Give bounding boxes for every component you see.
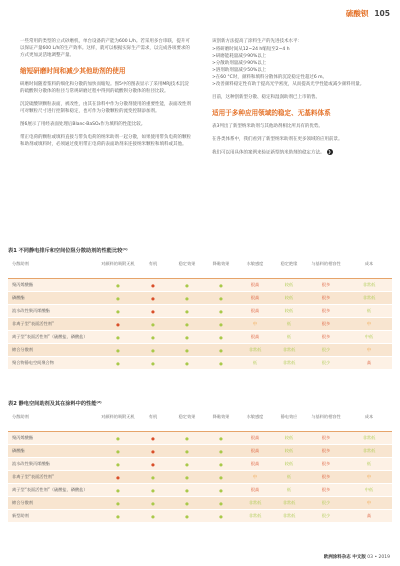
rating-dot-icon: ● xyxy=(170,497,204,510)
rating-dot-icon: ● xyxy=(204,510,238,523)
table-cell: 很少 xyxy=(306,497,346,510)
table-row xyxy=(8,510,392,523)
column-header: 稳定效果 xyxy=(170,259,204,279)
column-header: 成本 xyxy=(346,412,392,432)
rating-dot-icon: ● xyxy=(136,331,170,344)
rating-dot-icon: ● xyxy=(100,305,136,318)
table-cell: 高 xyxy=(346,357,392,370)
table-cell: 低 xyxy=(272,484,306,497)
rating-dot-icon: ● xyxy=(170,432,204,445)
row-label: 新型助剂 xyxy=(8,510,100,523)
rating-dot-icon: ● xyxy=(136,305,170,318)
column-header: 分散助剂 xyxy=(8,259,100,279)
column-header: 稳定绝缘 xyxy=(272,259,306,279)
row-label: 非离子型“表面活性剂” xyxy=(8,471,100,484)
rating-dot-icon: ● xyxy=(170,344,204,357)
column-header: 水敏感度 xyxy=(238,259,272,279)
table-row xyxy=(8,471,392,484)
table-cell: 非常低 xyxy=(346,445,392,458)
table-cell: 非常低 xyxy=(346,292,392,305)
list-item: >研磨能耗量减少90%以上 xyxy=(212,54,267,59)
table-cell: 低 xyxy=(272,471,306,484)
table-cell: 低 xyxy=(272,318,306,331)
rating-dot-icon: ● xyxy=(204,458,238,471)
table-cell: 中 xyxy=(346,497,392,510)
left-intro: 一些常用的类型的立式砂磨机，单台设备的产能为600 L/h。若采用多台串联，提升可以保证产量600 L/h的生产效率。这样，就可以根据实际生产需求，以完成各项要求的方式更加灵活地调整产量。 xyxy=(20,39,190,58)
right-paragraph-3 xyxy=(212,149,384,157)
table-cell: 低 xyxy=(238,357,272,370)
rating-dot-icon: ● xyxy=(100,458,136,471)
footer-brand: 欧洲涂料杂志 中文版 xyxy=(323,555,366,560)
table1-body xyxy=(8,279,392,370)
table-cell: 很高 xyxy=(238,292,272,305)
continue-arrow-icon: ❯ xyxy=(327,149,332,154)
right-paragraph-2: 在各类体系中，我们看到了新型纳米助剂在更多领域的应用前景。 xyxy=(212,137,343,142)
column-header: 对颜料的吸附无机 xyxy=(100,259,136,279)
table-row xyxy=(8,432,392,445)
table-cell: 较低 xyxy=(272,458,306,471)
table-cell: 低 xyxy=(272,331,306,344)
table-row xyxy=(8,292,392,305)
table-row xyxy=(8,445,392,458)
table2-body xyxy=(8,432,392,523)
list-item: >改善颜料稳定性有助于提高光学密度，从而提高光学性能或减少颜料用量。 xyxy=(212,82,365,87)
rating-dot-icon: ● xyxy=(100,357,136,370)
table-cell: 中 xyxy=(346,318,392,331)
column-header: 静电效应 xyxy=(272,412,306,432)
row-label: 流水改性聚丙烯酸酯 xyxy=(8,458,100,471)
rating-dot-icon: ● xyxy=(100,432,136,445)
table-row xyxy=(8,279,392,292)
table-cell: 很高 xyxy=(238,305,272,318)
table-cell: 非常低 xyxy=(238,510,272,523)
right-summary: 目前，这种创新型分散、稳定和湿润助剂已上市销售。 xyxy=(212,95,320,100)
header-keyword: 硫酸钡 xyxy=(345,8,369,18)
table-row xyxy=(8,458,392,471)
rating-dot-icon: ● xyxy=(170,318,204,331)
table-row xyxy=(8,318,392,331)
row-label: 缔合分散剂 xyxy=(8,497,100,510)
right-column xyxy=(212,38,384,163)
rating-dot-icon: ● xyxy=(204,445,238,458)
section-title-1: 缩短研磨时间和减少其他助剂的使用 xyxy=(20,67,126,75)
rating-dot-icon: ● xyxy=(100,279,136,292)
table-cell: 很少 xyxy=(306,357,346,370)
rating-dot-icon: ● xyxy=(136,445,170,458)
rating-dot-icon: ● xyxy=(170,458,204,471)
table-cell: 很高 xyxy=(238,445,272,458)
row-label: 流水改性聚丙烯酸酯 xyxy=(8,305,100,318)
page-footer xyxy=(324,554,390,560)
table-cell: 非常低 xyxy=(346,279,392,292)
row-label: 聚丙烯酸酯 xyxy=(8,279,100,292)
table-cell: 很多 xyxy=(306,445,346,458)
rating-dot-icon: ● xyxy=(204,305,238,318)
rating-dot-icon: ● xyxy=(100,484,136,497)
rating-dot-icon: ● xyxy=(170,331,204,344)
rating-dot-icon: ● xyxy=(100,471,136,484)
table-cell: 非常低 xyxy=(272,497,306,510)
column-header: 有机 xyxy=(136,259,170,279)
table-cell: 较低 xyxy=(272,305,306,318)
rating-dot-icon: ● xyxy=(170,484,204,497)
table-cell: 非常低 xyxy=(272,357,306,370)
left-paragraph-4: 带正电荷的颗粒或填料直接与带负电荷的纳米助剂一起分散，如果使用带负电荷的颗粒和助剂或填料时，必须通过使用带正电荷的表面助剂来连接纳米颗粒和填料或其他。 xyxy=(20,135,191,147)
rating-dot-icon: ● xyxy=(136,510,170,523)
rating-dot-icon: ● xyxy=(136,471,170,484)
rating-dot-icon: ● xyxy=(100,510,136,523)
table-row xyxy=(8,357,392,370)
table-cell: 很少 xyxy=(306,344,346,357)
rating-dot-icon: ● xyxy=(204,331,238,344)
table-cell: 很多 xyxy=(306,471,346,484)
column-header: 与基料的相容性 xyxy=(306,412,346,432)
table-cell: 低 xyxy=(346,305,392,318)
table-cell: 高 xyxy=(346,510,392,523)
left-paragraph-1: 研磨时间随着浆料的细化和分散的加快而缩短。图5中的图表显示了采用MRJ技术沉淀的硫酸钡分散体的粒径与常规研磨过程中得到的硫酸钡分散体的粒径比较。 xyxy=(20,82,189,94)
rating-dot-icon: ● xyxy=(204,497,238,510)
left-paragraph-2: 沉淀硫酸钡颗粒表面，被改性，由其在涂料中作为分散剂使用的重要性能，表面改性剂可对颗粒尺寸进行控制和稳定，也可作为分散颗粒的流变控制添加剂。 xyxy=(20,102,191,114)
column-header: 降黏效果 xyxy=(204,259,238,279)
page-number: 105 xyxy=(374,8,390,18)
row-label: 离子型“表面活性剂”（硫酸盐、磷酸盐） xyxy=(8,331,100,344)
rating-dot-icon: ● xyxy=(170,305,204,318)
column-header: 有机 xyxy=(136,412,170,432)
table-cell: 很多 xyxy=(306,305,346,318)
table-row xyxy=(8,331,392,344)
list-item: >分散助剂量减少90%以上 xyxy=(212,61,267,66)
rating-dot-icon: ● xyxy=(100,292,136,305)
table2-title: 表2 静电空间助剂及其在涂料中的性能⁽²⁾ xyxy=(8,401,102,407)
table-cell: 很多 xyxy=(306,432,346,445)
table-cell: 较低 xyxy=(272,432,306,445)
table1-title: 表1 不同静电排斥和空间位阻分散助剂的性能比较⁽¹⁾ xyxy=(8,248,128,254)
rating-dot-icon: ● xyxy=(204,292,238,305)
rating-dot-icon: ● xyxy=(204,344,238,357)
rating-dot-icon: ● xyxy=(136,497,170,510)
column-header: 降黏效果 xyxy=(204,412,238,432)
rating-dot-icon: ● xyxy=(100,344,136,357)
table-row xyxy=(8,305,392,318)
column-header: 水敏感度 xyxy=(238,412,272,432)
rating-dot-icon: ● xyxy=(170,471,204,484)
table-cell: 非常低 xyxy=(272,510,306,523)
table-cell: 很多 xyxy=(306,331,346,344)
rating-dot-icon: ● xyxy=(204,357,238,370)
table-cell: 很多 xyxy=(306,292,346,305)
table-cell: 很高 xyxy=(238,331,272,344)
table-cell: 中低 xyxy=(346,331,392,344)
rating-dot-icon: ● xyxy=(136,458,170,471)
rating-dot-icon: ● xyxy=(100,445,136,458)
row-label: 聚合物静电空间聚合物 xyxy=(8,357,100,370)
table1 xyxy=(8,259,392,370)
table-cell: 中 xyxy=(346,344,392,357)
table2-header-row xyxy=(8,412,392,432)
table-cell: 很多 xyxy=(306,458,346,471)
table-cell: 较低 xyxy=(272,445,306,458)
left-paragraph-3: 图6展示了用经表面处理后Blanc-BaSO₄作为填料的性能比较。 xyxy=(20,122,146,127)
rating-dot-icon: ● xyxy=(204,484,238,497)
left-column xyxy=(20,38,192,154)
page-header xyxy=(346,6,390,20)
rating-dot-icon: ● xyxy=(100,497,136,510)
rating-dot-icon: ● xyxy=(136,344,170,357)
table-cell: 较低 xyxy=(272,279,306,292)
table-row xyxy=(8,497,392,510)
rating-dot-icon: ● xyxy=(136,432,170,445)
table-cell: 较低 xyxy=(272,292,306,305)
column-header: 成本 xyxy=(346,259,392,279)
rating-dot-icon: ● xyxy=(204,432,238,445)
table-cell: 很高 xyxy=(238,458,272,471)
rating-dot-icon: ● xyxy=(136,318,170,331)
rating-dot-icon: ● xyxy=(136,279,170,292)
advantages-list xyxy=(212,46,384,88)
rating-dot-icon: ● xyxy=(170,357,204,370)
rating-dot-icon: ● xyxy=(136,484,170,497)
table-row xyxy=(8,484,392,497)
table-cell: 很高 xyxy=(238,432,272,445)
list-item: >溶剂助剂量减少50%以上 xyxy=(212,68,267,73)
right-paragraph-1: 表3列出了新型纳米助剂与其他助剂相比所具有的优势。 xyxy=(212,124,323,129)
rating-dot-icon: ● xyxy=(100,331,136,344)
list-item: >在60 °C时，颜料和填料分散体的沉淀稳定性超过6 m。 xyxy=(212,75,327,80)
rating-dot-icon: ● xyxy=(136,357,170,370)
table-cell: 很高 xyxy=(238,484,272,497)
right-paragraph-3-text: 我们可以用具体的案例来验证新型纳米助剂的稳定方法。 xyxy=(212,150,325,156)
table-cell: 非常低 xyxy=(272,344,306,357)
row-label: 离子型“表面活性剂”（硫酸盐、磷酸盐） xyxy=(8,484,100,497)
footer-issue: 03 • 2019 xyxy=(367,555,390,560)
row-label: 缔合分散剂 xyxy=(8,344,100,357)
rating-dot-icon: ● xyxy=(136,292,170,305)
rating-dot-icon: ● xyxy=(204,318,238,331)
table-cell: 很少 xyxy=(306,510,346,523)
row-label: 聚丙烯酸酯 xyxy=(8,432,100,445)
table-cell: 很多 xyxy=(306,484,346,497)
rating-dot-icon: ● xyxy=(170,510,204,523)
table-cell: 中 xyxy=(238,318,272,331)
column-header: 分散助剂 xyxy=(8,412,100,432)
rating-dot-icon: ● xyxy=(170,279,204,292)
section-title-2: 适用于多种应用领域的稳定、无基料体系 xyxy=(212,109,331,117)
column-header: 与基料的相容性 xyxy=(306,259,346,279)
row-label: 非离子型“表面活性剂” xyxy=(8,318,100,331)
list-item: >将研磨时间从12~24 h缩短至2~4 h xyxy=(212,47,290,52)
table1-header-row xyxy=(8,259,392,279)
rating-dot-icon: ● xyxy=(100,318,136,331)
table-cell: 很高 xyxy=(238,279,272,292)
column-header: 稳定效果 xyxy=(170,412,204,432)
rating-dot-icon: ● xyxy=(170,292,204,305)
column-header: 对颜料的吸附无机 xyxy=(100,412,136,432)
rating-dot-icon: ● xyxy=(204,471,238,484)
row-label: 磷酸酯 xyxy=(8,445,100,458)
table-cell: 中 xyxy=(238,471,272,484)
table-cell: 中低 xyxy=(346,484,392,497)
table-cell: 很多 xyxy=(306,318,346,331)
table-cell: 非常低 xyxy=(238,344,272,357)
table-cell: 中 xyxy=(346,471,392,484)
rating-dot-icon: ● xyxy=(204,279,238,292)
table-cell: 很多 xyxy=(306,279,346,292)
table-cell: 非常低 xyxy=(238,497,272,510)
right-intro: 该创新方法提高了涂料生产的先进技术水平： xyxy=(212,39,302,44)
table-cell: 低 xyxy=(346,458,392,471)
table-row xyxy=(8,344,392,357)
row-label: 磷酸酯 xyxy=(8,292,100,305)
table2 xyxy=(8,412,392,523)
rating-dot-icon: ● xyxy=(170,445,204,458)
table-cell: 非常低 xyxy=(346,432,392,445)
